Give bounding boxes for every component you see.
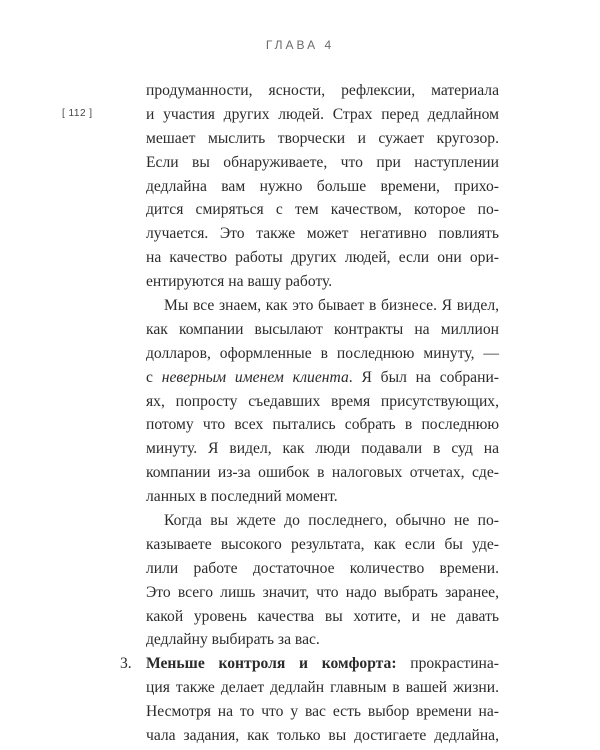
- text-line: ланных в последний момент.: [146, 488, 338, 506]
- text-line: какой уровень качества вы хотите, и не давать: [146, 607, 499, 625]
- text-fragment: с: [146, 368, 162, 386]
- text-fragment: прокрастина-: [396, 655, 499, 673]
- text-line: лили работе достаточное количество времени.: [146, 559, 499, 577]
- text-line: дедлайна вам нужно больше времени, прихо-: [146, 177, 499, 195]
- text-line: и участия других людей. Страх перед дедлайном: [146, 105, 499, 123]
- text-line: долларов, оформленные в последнюю минуту, —: [146, 344, 499, 362]
- text-line: мешает мыслить творчески и сужает кругозор.: [146, 129, 499, 147]
- text-line: [146, 366, 499, 390]
- text-line: минуту. Я видел, как люди подавали в суд на: [146, 440, 499, 458]
- bold-heading: Меньше контроля и комфорта:: [146, 655, 397, 673]
- text-line: дится смиряться с тем качеством, которое по-: [146, 201, 499, 219]
- text-line: ентируются на вашу работу.: [146, 273, 333, 291]
- text-line: Если вы обнаруживаете, что при наступлении: [146, 153, 499, 171]
- text-line: ях, попросту съедавших время присутствующих,: [146, 392, 499, 410]
- text-line: компании из-за ошибок в налоговых отчетах, сде-: [146, 464, 499, 482]
- italic-phrase: неверным именем клиента: [161, 368, 349, 386]
- text-line: как компании высылают контракты на миллион: [146, 320, 499, 338]
- text-line: продуманности, ясности, рефлексии, материала: [146, 82, 499, 99]
- text-line: Это всего лишь значит, что надо выбрать заранее,: [146, 583, 499, 601]
- text-fragment: . Я был на собрани-: [348, 368, 499, 386]
- text-line: казываете высокого результата, как если бы уде-: [146, 535, 499, 553]
- page-number: [ 112 ]: [62, 108, 93, 119]
- text-line: дедлайну выбирать за вас.: [146, 631, 320, 649]
- text-line: лучается. Это также может негативно повлиять: [146, 225, 499, 243]
- text-line: потому что всех пытались собрать в последнюю: [146, 416, 499, 434]
- text-line: Несмотря на то что у вас есть выбор времени на-: [146, 703, 499, 721]
- text-line: Мы все знаем, как это бывает в бизнесе. Я видел,: [164, 297, 499, 315]
- text-line: на качество работы других людей, если они ори-: [146, 249, 499, 267]
- body-text: [120, 79, 499, 748]
- text-line: ция также делает дедлайн главным в вашей жизни.: [146, 679, 499, 697]
- text-line: чала задания, как только вы достигаете дедлайна,: [146, 727, 499, 745]
- chapter-header: ГЛАВА 4: [265, 38, 335, 52]
- list-number: 3.: [120, 655, 132, 673]
- list-item-3: [120, 652, 499, 676]
- text-line: Когда вы ждете до последнего, обычно не по-: [164, 512, 499, 530]
